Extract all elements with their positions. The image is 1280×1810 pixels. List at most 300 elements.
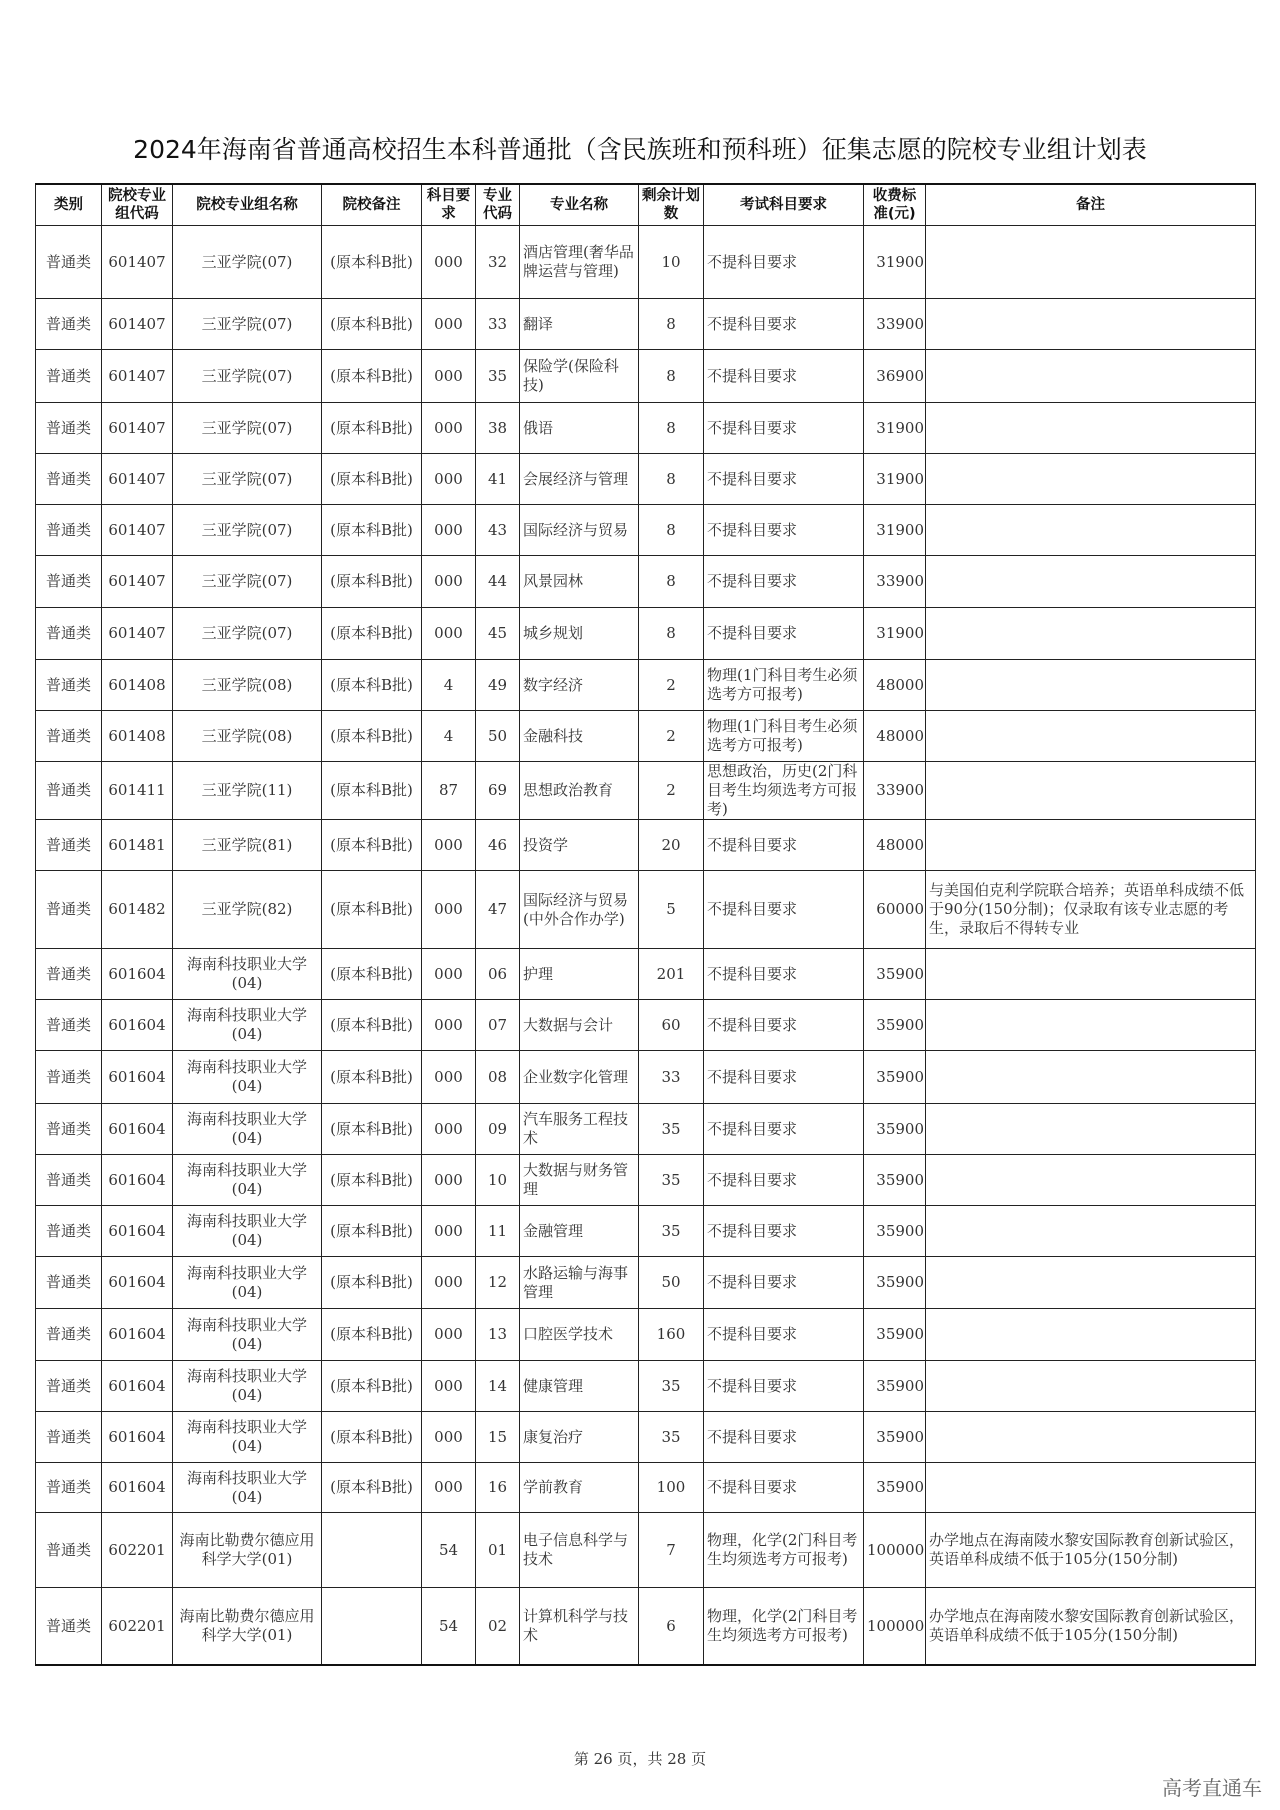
cell-text: 三亚学院(07) (201, 469, 293, 488)
cell-school-note (322, 556, 422, 608)
cell-remarks (926, 1361, 1256, 1412)
watermark: 高考直通车 (1162, 1776, 1262, 1800)
cell-fee (864, 505, 926, 556)
cell-text: 办学地点在海南陵水黎安国际教育创新试验区，英语单科成绩不低于105分(150分制) (929, 1531, 1245, 1568)
cell-text: 54 (438, 1616, 459, 1635)
cell-text: 思想政治，历史(2门科目考生均须选考方可报考) (707, 762, 858, 818)
cell-major-name (520, 1206, 639, 1257)
cell-text: 41 (487, 469, 508, 488)
cell-text: 44 (487, 572, 508, 590)
cell-major-code (476, 226, 520, 299)
cell-text: 36900 (876, 366, 924, 385)
cell-subject-req (422, 1588, 476, 1666)
cell-exam-subjects (704, 1463, 864, 1513)
cell-text: 普通类 (45, 1427, 91, 1446)
cell-major-code (476, 1206, 520, 1257)
cell-remarks (926, 1513, 1256, 1588)
cell-major-code (476, 660, 520, 711)
cell-remaining-plan (639, 556, 704, 608)
cell-remaining-plan (639, 1412, 704, 1463)
cell-text: 35 (661, 1427, 681, 1446)
cell-group-name (173, 1206, 322, 1257)
table-row (36, 505, 1256, 556)
cell-category (36, 1361, 102, 1412)
cell-group-code (102, 1412, 173, 1463)
cell-text: 三亚学院(07) (201, 252, 293, 271)
cell-major-code (476, 871, 520, 949)
cell-major-name (520, 556, 639, 608)
header-remarks: 备注 (926, 184, 1256, 226)
cell-major-name (520, 820, 639, 871)
cell-text: 三亚学院(08) (201, 726, 293, 745)
cell-text: 60 (661, 1015, 681, 1034)
cell-group-name (173, 299, 322, 350)
cell-subject-req (422, 1309, 476, 1361)
cell-text: 000 (434, 1325, 463, 1343)
cell-fee (864, 454, 926, 505)
cell-text: 普通类 (45, 572, 91, 590)
cell-text: 000 (434, 1478, 463, 1496)
cell-fee (864, 1257, 926, 1309)
cell-school-note (322, 762, 422, 820)
cell-text: 三亚学院(07) (201, 520, 293, 539)
cell-remarks (926, 226, 1256, 299)
cell-text: 普通类 (45, 1616, 91, 1635)
cell-text: 8 (666, 314, 676, 333)
cell-category (36, 608, 102, 660)
cell-major-code (476, 505, 520, 556)
cell-school-note (322, 820, 422, 871)
cell-major-name (520, 762, 639, 820)
cell-text: 31900 (876, 252, 924, 271)
cell-text: 35900 (876, 1015, 924, 1034)
cell-text: 601604 (108, 1067, 166, 1086)
cell-text: 08 (487, 1067, 508, 1086)
cell-text: 金融管理 (523, 1221, 584, 1240)
cell-subject-req (422, 454, 476, 505)
cell-remarks (926, 711, 1256, 762)
cell-text: 000 (434, 900, 463, 918)
cell-school-note (322, 1463, 422, 1513)
cell-fee (864, 762, 926, 820)
cell-text: 32 (487, 252, 508, 271)
cell-major-name (520, 1588, 639, 1666)
cell-school-note (322, 608, 422, 660)
cell-text: 普通类 (45, 1325, 91, 1343)
cell-group-name (173, 820, 322, 871)
cell-text: 海南科技职业大学(04) (186, 1006, 307, 1043)
cell-text: 普通类 (45, 726, 91, 745)
cell-text: 三亚学院(07) (201, 366, 293, 385)
cell-fee (864, 1463, 926, 1513)
cell-exam-subjects (704, 608, 864, 660)
page-title: 2024年海南省普通高校招生本科普通批（含民族班和预科班）征集志愿的院校专业组计划表 (133, 135, 1147, 164)
cell-subject-req (422, 1257, 476, 1309)
cell-text: 普通类 (45, 1015, 91, 1034)
cell-text: 俄语 (523, 418, 554, 437)
cell-text: 100000 (867, 1540, 924, 1559)
cell-exam-subjects (704, 660, 864, 711)
cell-fee (864, 1206, 926, 1257)
cell-text: 普通类 (45, 520, 91, 539)
table-header-row (36, 184, 1256, 226)
cell-text: 海南科技职业大学(04) (186, 1110, 307, 1147)
cell-major-code (476, 1588, 520, 1666)
cell-remarks (926, 608, 1256, 660)
cell-remaining-plan (639, 1104, 704, 1155)
cell-text: 601411 (108, 781, 166, 799)
cell-major-name (520, 1309, 639, 1361)
cell-text: 三亚学院(07) (201, 572, 293, 590)
cell-remaining-plan (639, 226, 704, 299)
cell-text: 601604 (108, 1170, 166, 1189)
cell-major-code (476, 949, 520, 1000)
table-row (36, 1257, 1256, 1309)
cell-category (36, 1588, 102, 1666)
cell-text: 护理 (523, 964, 554, 983)
cell-school-note (322, 660, 422, 711)
cell-text: 11 (487, 1221, 508, 1240)
cell-category (36, 226, 102, 299)
cell-text: 酒店管理(奢华品牌运营与管理) (523, 243, 634, 280)
cell-group-name (173, 1463, 322, 1513)
cell-text: 电子信息科学与技术 (523, 1531, 629, 1568)
cell-text: 7 (666, 1540, 676, 1559)
cell-text: 06 (487, 964, 508, 983)
cell-text: 000 (434, 624, 463, 642)
cell-text: 普通类 (45, 366, 91, 385)
cell-text: 000 (434, 418, 463, 437)
cell-group-code (102, 1309, 173, 1361)
cell-text: 601408 (108, 726, 166, 745)
cell-remarks (926, 556, 1256, 608)
cell-subject-req (422, 556, 476, 608)
cell-group-name (173, 762, 322, 820)
header-exam-subjects: 考试科目要求 (704, 184, 864, 226)
cell-text: 海南科技职业大学(04) (186, 1315, 307, 1353)
cell-school-note (322, 1513, 422, 1588)
cell-exam-subjects (704, 871, 864, 949)
cell-school-note (322, 454, 422, 505)
cell-school-note (322, 1588, 422, 1666)
cell-text: (原本科B批) (330, 1221, 413, 1240)
cell-remarks (926, 1206, 1256, 1257)
cell-major-code (476, 454, 520, 505)
cell-major-code (476, 1257, 520, 1309)
cell-text: 会展经济与管理 (523, 469, 629, 488)
cell-group-code (102, 1051, 173, 1104)
table-row (36, 660, 1256, 711)
cell-text: 000 (434, 1119, 463, 1138)
table-row (36, 299, 1256, 350)
cell-remarks (926, 871, 1256, 949)
cell-exam-subjects (704, 949, 864, 1000)
cell-fee (864, 556, 926, 608)
cell-text: 201 (656, 964, 686, 983)
cell-exam-subjects (704, 1206, 864, 1257)
cell-school-note (322, 1206, 422, 1257)
cell-school-note (322, 949, 422, 1000)
cell-text: 000 (434, 1376, 463, 1395)
table-row (36, 711, 1256, 762)
cell-text: 三亚学院(07) (201, 624, 293, 642)
cell-major-name (520, 454, 639, 505)
plan-table (35, 183, 1256, 1666)
cell-category (36, 820, 102, 871)
cell-school-note (322, 1257, 422, 1309)
cell-text: 38 (487, 418, 508, 437)
cell-remarks (926, 403, 1256, 454)
cell-remarks (926, 299, 1256, 350)
cell-major-name (520, 1051, 639, 1104)
cell-major-name (520, 1412, 639, 1463)
cell-major-name (520, 1463, 639, 1513)
cell-text: 城乡规划 (523, 624, 584, 642)
cell-text: 6 (666, 1616, 676, 1635)
cell-text: 办学地点在海南陵水黎安国际教育创新试验区，英语单科成绩不低于105分(150分制) (929, 1607, 1245, 1644)
cell-text: (原本科B批) (330, 900, 413, 918)
cell-group-code (102, 1104, 173, 1155)
cell-text: (原本科B批) (330, 675, 413, 694)
cell-text: 35 (661, 1170, 681, 1189)
cell-subject-req (422, 1513, 476, 1588)
cell-text: 海南科技职业大学(04) (186, 1418, 307, 1455)
cell-major-code (476, 299, 520, 350)
cell-text: 35900 (876, 1427, 924, 1446)
cell-major-code (476, 1309, 520, 1361)
table-row (36, 949, 1256, 1000)
table-row (36, 350, 1256, 403)
cell-group-name (173, 1309, 322, 1361)
cell-school-note (322, 1051, 422, 1104)
cell-text: 数字经济 (523, 675, 584, 694)
cell-text: 三亚学院(08) (201, 675, 293, 694)
cell-remaining-plan (639, 608, 704, 660)
cell-fee (864, 1051, 926, 1104)
cell-text: 43 (487, 520, 508, 539)
cell-remaining-plan (639, 1051, 704, 1104)
cell-exam-subjects (704, 299, 864, 350)
cell-school-note (322, 1412, 422, 1463)
cell-major-code (476, 820, 520, 871)
cell-text: 海南比勒费尔德应用科学大学(01) (179, 1531, 315, 1568)
cell-remarks (926, 949, 1256, 1000)
cell-text: 49 (487, 675, 508, 694)
cell-school-note (322, 1104, 422, 1155)
cell-major-name (520, 505, 639, 556)
cell-remaining-plan (639, 454, 704, 505)
cell-subject-req (422, 762, 476, 820)
cell-category (36, 1155, 102, 1206)
cell-text: 45 (487, 624, 508, 642)
cell-text: 8 (666, 520, 676, 539)
cell-major-code (476, 403, 520, 454)
cell-text: 不提科目要求 (707, 1376, 798, 1395)
cell-text: 35900 (876, 1376, 924, 1395)
cell-text: 不提科目要求 (707, 1221, 798, 1240)
table-row (36, 226, 1256, 299)
table-row (36, 1412, 1256, 1463)
cell-remarks (926, 820, 1256, 871)
cell-text: 09 (487, 1119, 508, 1138)
cell-major-name (520, 1155, 639, 1206)
cell-text: 普通类 (45, 781, 91, 799)
cell-remaining-plan (639, 711, 704, 762)
cell-text: 计算机科学与技术 (523, 1607, 629, 1644)
table-row (36, 454, 1256, 505)
cell-remarks (926, 1257, 1256, 1309)
cell-group-code (102, 871, 173, 949)
cell-category (36, 1463, 102, 1513)
cell-text: 不提科目要求 (707, 835, 798, 854)
cell-text: 35900 (876, 1273, 924, 1291)
cell-subject-req (422, 871, 476, 949)
cell-text: (原本科B批) (330, 964, 413, 983)
cell-major-code (476, 1104, 520, 1155)
cell-group-code (102, 299, 173, 350)
cell-text: 48000 (876, 835, 924, 854)
cell-major-code (476, 608, 520, 660)
cell-text: 000 (434, 1170, 463, 1189)
cell-fee (864, 403, 926, 454)
cell-text: 87 (438, 781, 459, 799)
cell-category (36, 1206, 102, 1257)
cell-group-name (173, 1051, 322, 1104)
cell-category (36, 1309, 102, 1361)
cell-fee (864, 820, 926, 871)
cell-fee (864, 1309, 926, 1361)
cell-subject-req (422, 1206, 476, 1257)
cell-text: 不提科目要求 (707, 1119, 798, 1138)
cell-text: 不提科目要求 (707, 1170, 798, 1189)
cell-text: 不提科目要求 (707, 1478, 798, 1496)
cell-text: (原本科B批) (330, 1067, 413, 1086)
cell-text: 000 (434, 835, 463, 854)
cell-text: 海南科技职业大学(04) (186, 1468, 307, 1506)
cell-exam-subjects (704, 505, 864, 556)
cell-group-name (173, 1588, 322, 1666)
cell-text: 三亚学院(11) (201, 781, 293, 799)
cell-exam-subjects (704, 1155, 864, 1206)
cell-text: 不提科目要求 (707, 1067, 798, 1086)
cell-text: 不提科目要求 (707, 469, 798, 488)
cell-text: 物理，化学(2门科目考生均须选考方可报考) (707, 1607, 858, 1644)
cell-text: (原本科B批) (330, 572, 413, 590)
cell-remarks (926, 1309, 1256, 1361)
cell-text: 普通类 (45, 1221, 91, 1240)
cell-remaining-plan (639, 505, 704, 556)
table-row (36, 1051, 1256, 1104)
cell-text: 35900 (876, 1170, 924, 1189)
cell-remarks (926, 1155, 1256, 1206)
cell-exam-subjects (704, 1588, 864, 1666)
cell-group-name (173, 660, 322, 711)
cell-group-name (173, 608, 322, 660)
cell-text: 000 (434, 964, 463, 983)
cell-fee (864, 1000, 926, 1051)
cell-remarks (926, 762, 1256, 820)
cell-group-name (173, 226, 322, 299)
cell-group-code (102, 556, 173, 608)
cell-text: 不提科目要求 (707, 252, 798, 271)
header-group-code: 院校专业组代码 (102, 184, 173, 226)
cell-group-code (102, 1588, 173, 1666)
cell-remaining-plan (639, 1361, 704, 1412)
cell-remaining-plan (639, 1206, 704, 1257)
cell-text: 35 (487, 366, 508, 385)
cell-text: 601407 (108, 366, 166, 385)
header-category: 类别 (36, 184, 102, 226)
cell-group-name (173, 871, 322, 949)
cell-text: 健康管理 (523, 1376, 584, 1395)
header-remaining-plan: 剩余计划数 (639, 184, 704, 226)
cell-text: 投资学 (523, 835, 569, 854)
cell-text: 601481 (108, 835, 166, 854)
cell-text: 10 (487, 1170, 508, 1189)
cell-text: (原本科B批) (330, 252, 413, 271)
cell-exam-subjects (704, 454, 864, 505)
header-major-name: 专业名称 (520, 184, 639, 226)
cell-subject-req (422, 1412, 476, 1463)
cell-school-note (322, 1361, 422, 1412)
table-row (36, 1104, 1256, 1155)
cell-text: 普通类 (45, 624, 91, 642)
cell-remaining-plan (639, 660, 704, 711)
cell-text: 普通类 (45, 1119, 91, 1138)
cell-category (36, 1000, 102, 1051)
cell-remarks (926, 1051, 1256, 1104)
cell-text: 35900 (876, 1325, 924, 1343)
cell-group-name (173, 556, 322, 608)
cell-text: 普通类 (45, 1170, 91, 1189)
cell-text: 汽车服务工程技术 (523, 1110, 629, 1147)
cell-category (36, 1257, 102, 1309)
cell-school-note (322, 350, 422, 403)
cell-text: 4 (443, 726, 454, 745)
cell-text: 8 (666, 469, 676, 488)
cell-subject-req (422, 505, 476, 556)
cell-text: 35 (661, 1119, 681, 1138)
cell-text: 物理，化学(2门科目考生均须选考方可报考) (707, 1531, 858, 1568)
cell-text: 000 (434, 1427, 463, 1446)
cell-major-code (476, 711, 520, 762)
cell-text: 12 (487, 1273, 508, 1291)
cell-text: 国际经济与贸易(中外合作办学) (523, 890, 629, 928)
cell-text: 602201 (108, 1540, 166, 1559)
cell-text: 46 (487, 835, 508, 854)
cell-text: 不提科目要求 (707, 964, 798, 983)
cell-major-code (476, 762, 520, 820)
cell-text: 大数据与会计 (523, 1015, 614, 1034)
cell-text: (原本科B批) (330, 1376, 413, 1395)
cell-major-name (520, 299, 639, 350)
cell-text: (原本科B批) (330, 1478, 413, 1496)
cell-category (36, 711, 102, 762)
cell-text: 海南科技职业大学(04) (186, 1263, 307, 1301)
cell-group-code (102, 1155, 173, 1206)
cell-text: 50 (487, 726, 508, 745)
cell-subject-req (422, 711, 476, 762)
cell-category (36, 556, 102, 608)
cell-text: 海南科技职业大学(04) (186, 1367, 307, 1404)
cell-category (36, 762, 102, 820)
cell-text: 普通类 (45, 964, 91, 983)
cell-major-code (476, 1000, 520, 1051)
cell-text: 海南比勒费尔德应用科学大学(01) (179, 1607, 315, 1644)
cell-text: 35900 (876, 964, 924, 983)
cell-major-name (520, 1361, 639, 1412)
cell-subject-req (422, 1155, 476, 1206)
